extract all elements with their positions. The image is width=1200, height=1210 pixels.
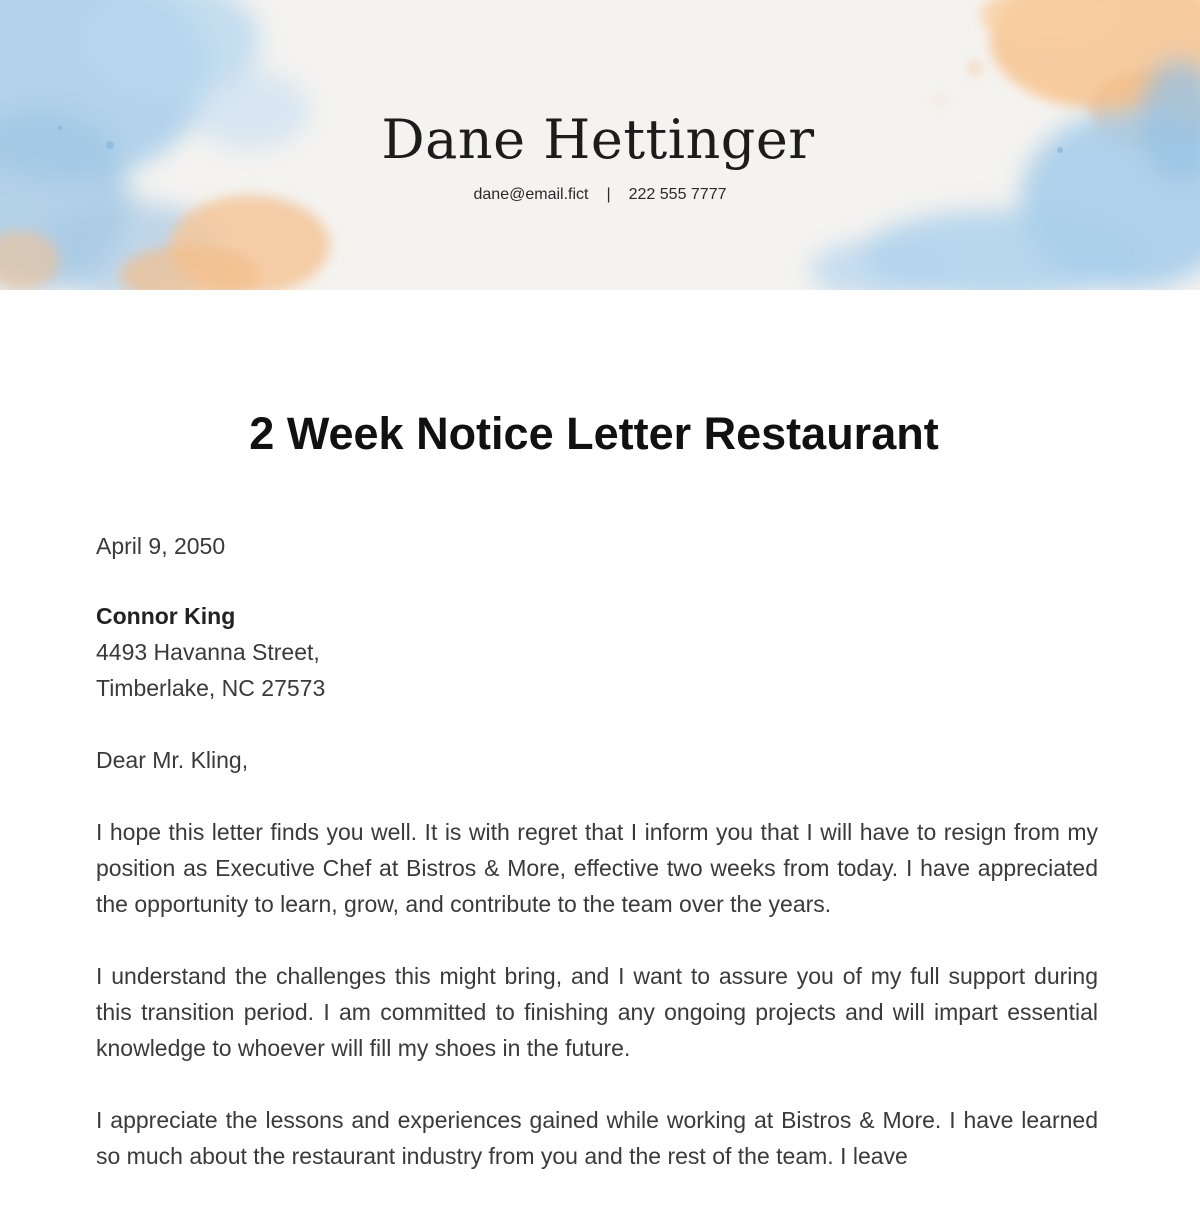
salutation: Dear Mr. Kling, xyxy=(96,747,249,773)
recipient-address-line-1: 4493 Havanna Street, xyxy=(96,639,320,665)
document-title: 2 Week Notice Letter Restaurant xyxy=(249,408,939,459)
sender-phone: 222 555 7777 xyxy=(628,186,727,203)
recipient-block xyxy=(96,598,1098,706)
sender-email: dane@email.fict xyxy=(473,186,589,203)
letter-body xyxy=(96,528,1098,1210)
letterhead-banner xyxy=(0,0,1200,290)
recipient-address-line-2: Timberlake, NC 27573 xyxy=(96,675,326,701)
body-paragraph-2: I understand the challenges this might bring, and I want to assure you of my full support during this transition period. I am committed to finishing any ongoing projects and will impart essential knowledge to whoever will fill my shoes in the future. xyxy=(96,963,1098,1061)
body-paragraph-1: I hope this letter finds you well. It is with regret that I inform you that I will have to resign from my position as Executive Chef at Bistros & More, effective two weeks from today. I have appreciated the opportunity to learn, grow, and contribute to the team over the years. xyxy=(96,819,1098,917)
letter-date: April 9, 2050 xyxy=(96,533,226,559)
recipient-name: Connor King xyxy=(96,603,236,629)
contact-separator: | xyxy=(606,186,611,203)
sender-name: Dane Hettinger xyxy=(381,108,815,171)
contact-info xyxy=(0,186,1200,204)
body-paragraph-3: I appreciate the lessons and experiences gained while working at Bistros & More. I have learned so much about the restaurant industry from you and the rest of the team. I leave xyxy=(96,1107,1098,1169)
